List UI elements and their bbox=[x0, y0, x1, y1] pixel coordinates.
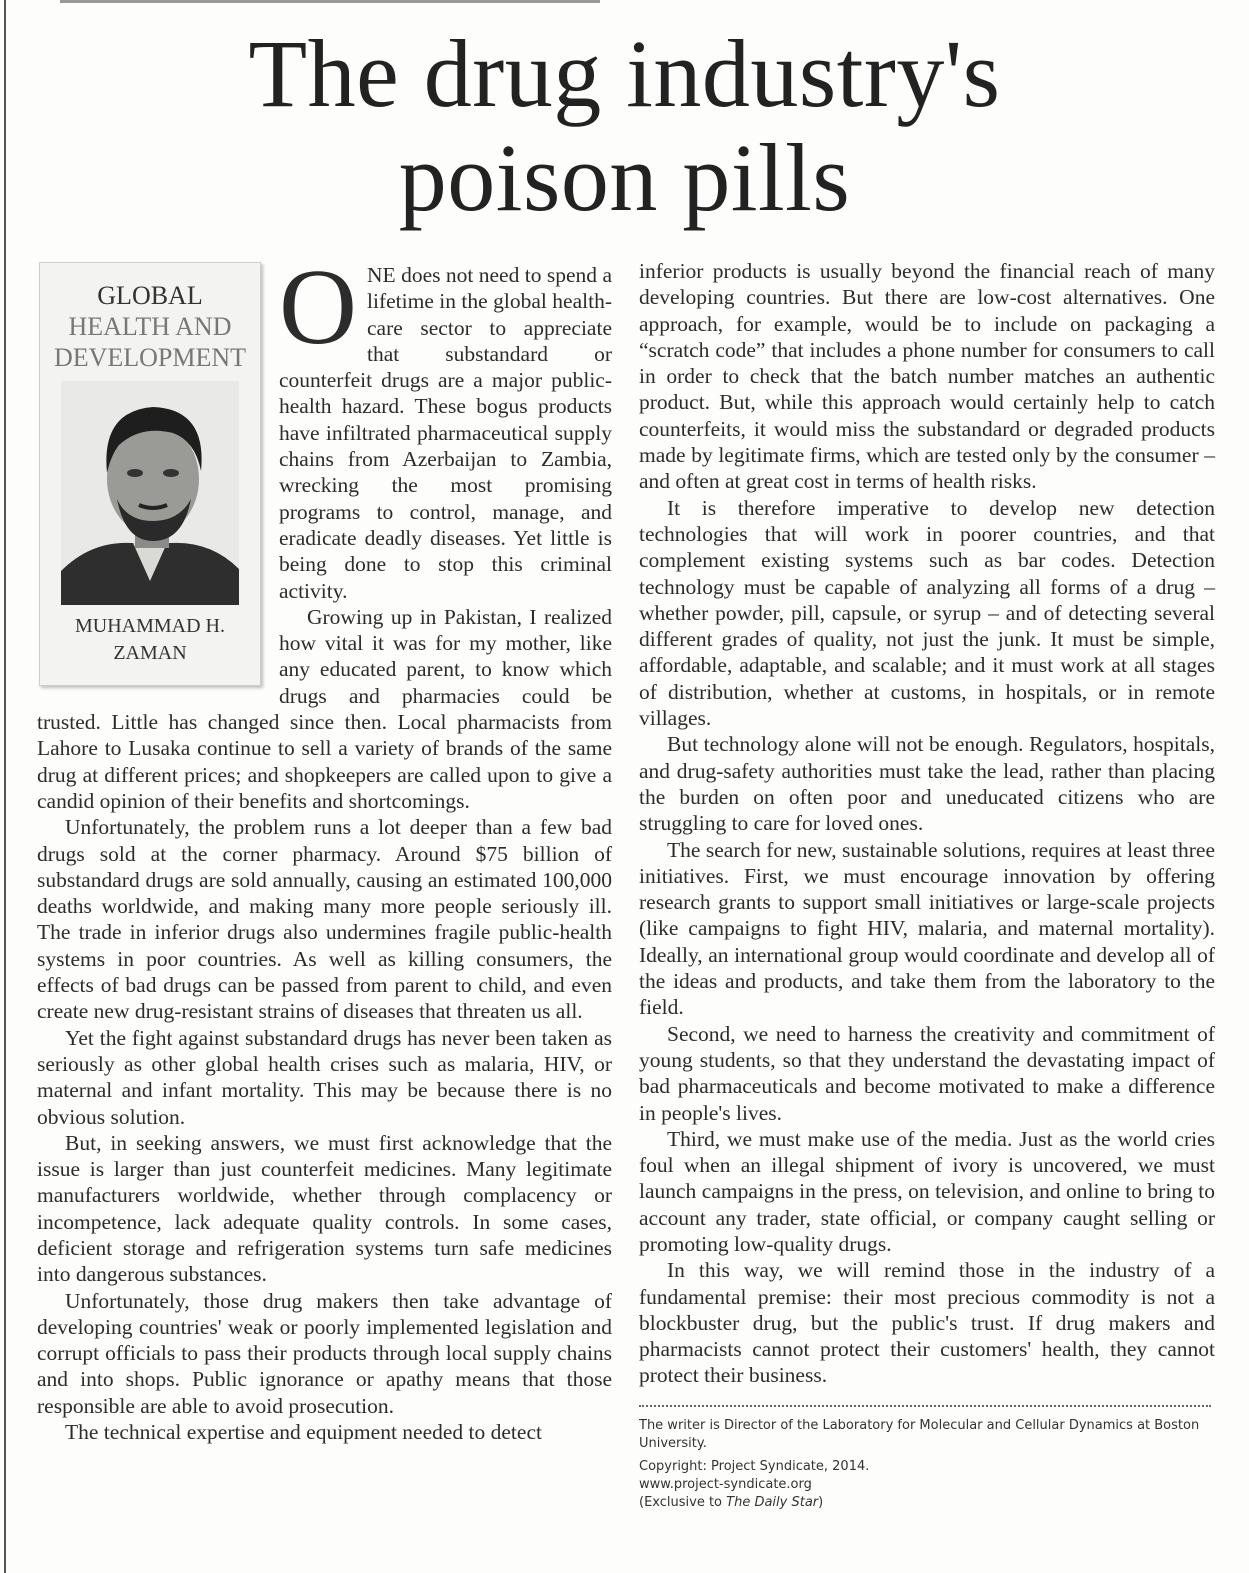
paragraph-10: The search for new, sustainable solutions, requires at least three initiatives. First, we must encourage innovation by offering research grants to support small initiatives or large-scale projects (like campaigns to fight HIV, malaria, and maternal mortality). Ideally, an international group would coordinate and develop all of the ideas and products, and take them from the laboratory to the field. bbox=[639, 837, 1215, 1020]
top-rule bbox=[60, 0, 600, 3]
author-box bbox=[39, 262, 261, 686]
paragraph-8: It is therefore imperative to develop new detection technologies that will work in poorer countries, and that complement existing systems such as bar codes. Detection technology must be capable of analyzing all forms of a drug – whether powder, pill, capsule, or syrup – and of detecting several different grades of quality, not just the junk. It must be simple, affordable, adaptable, and scalable; and it must work at all stages of distribution, whether at customs, in hospitals, or in remote villages. bbox=[639, 495, 1215, 731]
credits bbox=[639, 1417, 1215, 1512]
section-subtitle-1: HEALTH AND bbox=[68, 312, 232, 341]
paragraph-6: Unfortunately, those drug makers then take advantage of developing countries' weak or poorly implemented legislation and corrupt officials to pass their products through local supply chains and into shops. Public ignorance or apathy means that those responsible are able to avoid prosecution. bbox=[37, 1288, 612, 1418]
drop-cap: O bbox=[279, 248, 357, 367]
section-kicker: GLOBAL bbox=[97, 281, 203, 310]
paragraph-4: Yet the fight against substandard drugs has never been taken as seriously as other global health crises such as malaria, HIV, or maternal and infant mortality. This may be because there is no obvious solution. bbox=[37, 1025, 612, 1129]
paragraph-11: Second, we need to harness the creativity and commitment of young students, so that they understand the devastating impact of bad pharmaceuticals and become motivated to make a difference in people's lives. bbox=[639, 1021, 1215, 1125]
headline-line-2: poison pills bbox=[398, 124, 851, 231]
paragraph-13: In this way, we will remind those in the industry of a fundamental premise: their most precious commodity is not a blockbuster drug, but the public's trust. If drug makers and pharmacists cannot protect their customers' health, they cannot protect their business. bbox=[639, 1258, 1215, 1388]
author-name-2: ZAMAN bbox=[113, 642, 187, 664]
dotted-divider bbox=[639, 1405, 1211, 1407]
copyright-line: Copyright: Project Syndicate, 2014. bbox=[639, 1458, 870, 1474]
right-column bbox=[639, 258, 1215, 1512]
exclusive-outlet: The Daily Star bbox=[726, 1494, 819, 1510]
paragraph-12: Third, we must make use of the media. Just as the world cries foul when an illegal shipment of ivory is uncovered, we must launch campaigns in the press, on television, and online to bring to account any trader, state official, or company caught selling or promoting low-quality drugs. bbox=[639, 1126, 1215, 1256]
author-portrait-illustration bbox=[61, 381, 239, 605]
paragraph-3: Unfortunately, the problem runs a lot deeper than a few bad drugs sold at the corner pharmacy. Around $75 billion of substandard drugs are sold annually, causing an estimated 100,000 deaths worldwide, and making many more people seriously ill. The trade in inferior drugs also undermines fragile public-health systems in poor countries. As well as killing consumers, the effects of bad drugs can be passed from parent to child, and even create new drug-resistant strains of diseases that threaten us all. bbox=[37, 815, 612, 1024]
paragraph-5: But, in seeking answers, we must first acknowledge that the issue is larger than just counterfeit medicines. Many legitimate manufacturers worldwide, whether through complacency or incompetence, lack adequate quality controls. In some cases, deficient storage and refrigeration systems turn safe medicines into dangerous substances. bbox=[37, 1130, 612, 1287]
exclusive-line bbox=[639, 1494, 1215, 1512]
headline bbox=[0, 22, 1249, 230]
author-name-1: MUHAMMAD H. bbox=[74, 615, 225, 637]
paragraph-7: The technical expertise and equipment needed to detect bbox=[65, 1420, 542, 1445]
paragraph-9: But technology alone will not be enough. Regulators, hospitals, and drug-safety authorities must take the lead, rather than placing the burden on often poor and uneducated citizens who are struggling to care for loved ones. bbox=[639, 732, 1215, 836]
paragraph-7-continued: inferior products is usually beyond the financial reach of many developing countries. But there are low-cost alternatives. One approach, for example, would be to include on packaging a “scratch code” that includes a phone number for consumers to call in order to check that the batch number matches an authentic product. But, while this approach would certainly help to catch counterfeits, it would miss the substandard or degraded products made by legitimate firms, which are tested only by the consumer – and often at great cost in terms of health risks. bbox=[639, 259, 1215, 494]
author-bio: The writer is Director of the Laboratory for Molecular and Cellular Dynamics at Boston University. bbox=[639, 1417, 1200, 1451]
paragraph-1: NE does not need to spend a lifetime in the global health-care sector to appreciate that substandard or counterfeit drugs are a major public-health hazard. These bogus products have infiltrated pharmaceutical supply chains from Azerbaijan to Zambia, wrecking the most promising programs to control, manage, and eradicate deadly diseases. Yet little is being done to stop this criminal activity. bbox=[279, 263, 612, 603]
exclusive-prefix: (Exclusive to bbox=[639, 1494, 727, 1510]
exclusive-suffix: ) bbox=[818, 1494, 824, 1510]
column-rule bbox=[4, 0, 6, 1573]
author-photo bbox=[61, 381, 239, 605]
source-url: www.project-syndicate.org bbox=[639, 1476, 812, 1492]
headline-line-1: The drug industry's bbox=[248, 20, 1001, 127]
paragraph-2: Growing up in Pakistan, I realized how vital it was for my mother, like any educated parent, to know which drugs and pharmacies could be trusted. Little has changed since then. Local pharmacists from Lahore to Lusaka continue to sell a variety of brands of the same drug at different prices; and shopkeepers are called upon to give a candid opinion of their benefits and shortcomings. bbox=[37, 604, 612, 813]
left-column bbox=[37, 248, 612, 1445]
section-subtitle-2: DEVELOPMENT bbox=[53, 343, 247, 372]
